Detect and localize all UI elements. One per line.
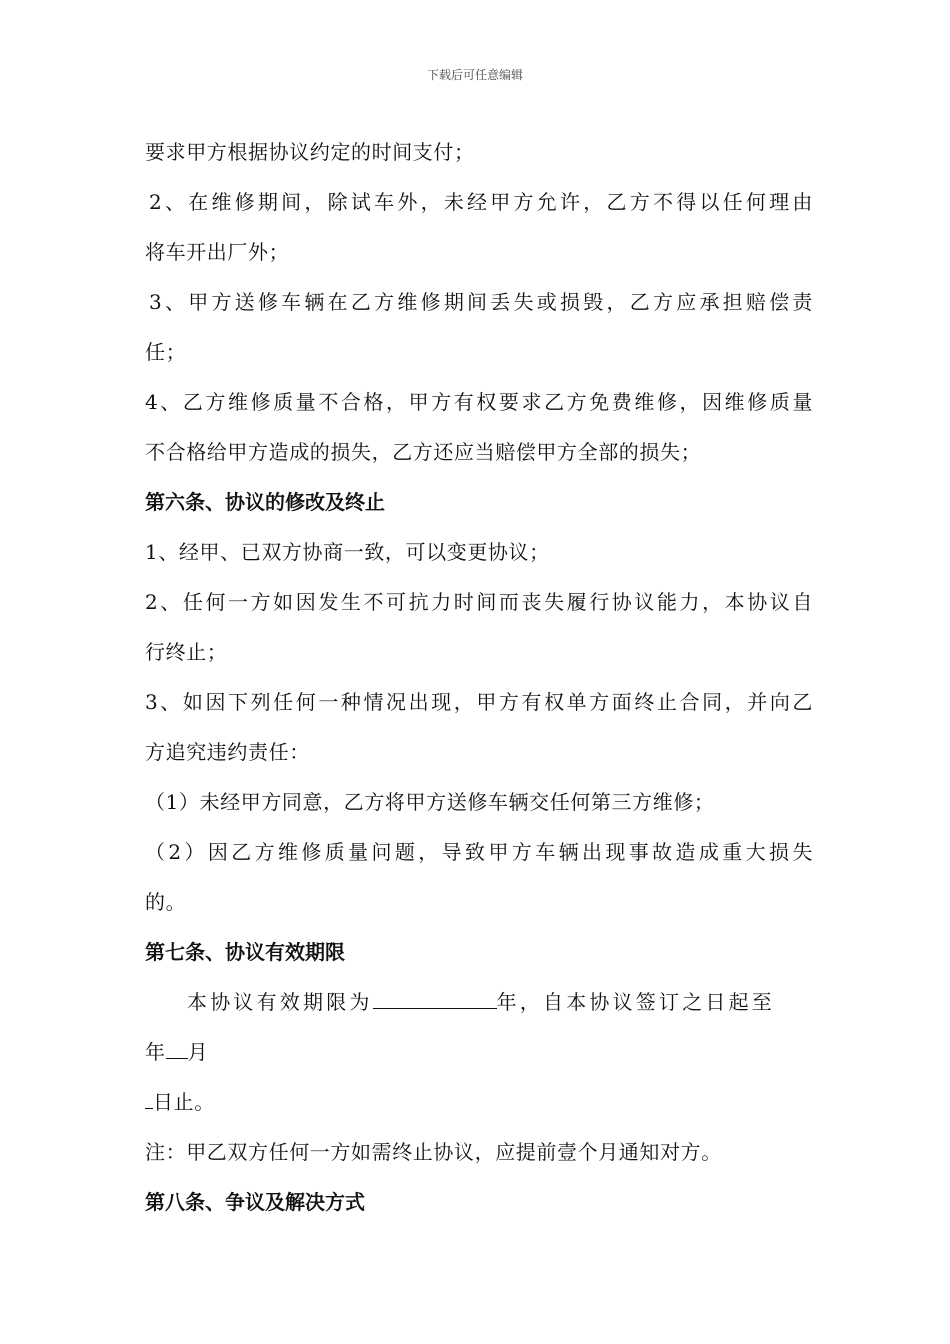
clause-4-line: 4、乙方维修质量不合格，甲方有权要求乙方免费维修，因维修质量 (145, 390, 813, 414)
section-6-subitem-2-continuation: 的。 (145, 890, 187, 914)
month-blank (166, 1032, 188, 1059)
term-years-blank (373, 982, 497, 1009)
day-label: 日止。 (153, 1090, 215, 1114)
section-6-subitem-1: （1）未经甲方同意，乙方将甲方送修车辆交任何第三方维修； (145, 790, 715, 814)
clause-3-continuation: 任； (145, 340, 187, 364)
term-text-end: 年，自本协议签订之日起至 (496, 990, 776, 1014)
section-7-note: 注：甲乙双方任何一方如需终止协议，应提前壹个月通知对方。 (145, 1140, 722, 1164)
section-7-date-line (145, 1031, 813, 1081)
section-6-item-2-continuation: 行终止； (145, 640, 228, 664)
section-6-item-1: 1、经甲、已双方协商一致，可以变更协议； (145, 540, 550, 564)
clause-2-line: 2、在维修期间，除试车外，未经甲方允许，乙方不得以任何理由 (149, 190, 813, 214)
clause-3-line: 3、甲方送修车辆在乙方维修期间丢失或损毁，乙方应承担赔偿责 (149, 290, 813, 314)
section-heading-6: 第六条、协议的修改及终止 (145, 490, 385, 514)
document-body (145, 131, 813, 1231)
section-6-item-2: 2、任何一方如因发生不可抗力时间而丧失履行协议能力，本协议自 (145, 590, 813, 614)
page-header: 下载后可任意编辑 (426, 68, 523, 82)
section-6-item-3: 3、如因下列任何一种情况出现，甲方有权单方面终止合同，并向乙 (145, 690, 813, 714)
section-heading-7: 第七条、协议有效期限 (145, 940, 345, 964)
section-7-term-line (145, 981, 813, 1031)
section-6-subitem-2: （2）因乙方维修质量问题，导致甲方车辆出现事故造成重大损失 (145, 840, 813, 864)
month-label: 月 (187, 1040, 209, 1064)
year-label: 年 (145, 1040, 166, 1064)
section-heading-8: 第八条、争议及解决方式 (145, 1190, 365, 1214)
clause-4-continuation: 不合格给甲方造成的损失，乙方还应当赔偿甲方全部的损失； (145, 440, 702, 464)
day-blank (145, 1082, 153, 1109)
paragraph-line: 要求甲方根据协议约定的时间支付； (145, 140, 475, 164)
section-6-item-3-continuation: 方追究违约责任： (145, 740, 310, 764)
term-text-start: 本协议有效期限为 (187, 990, 373, 1014)
section-7-day-line (145, 1081, 813, 1131)
clause-2-continuation: 将车开出厂外； (145, 240, 290, 264)
